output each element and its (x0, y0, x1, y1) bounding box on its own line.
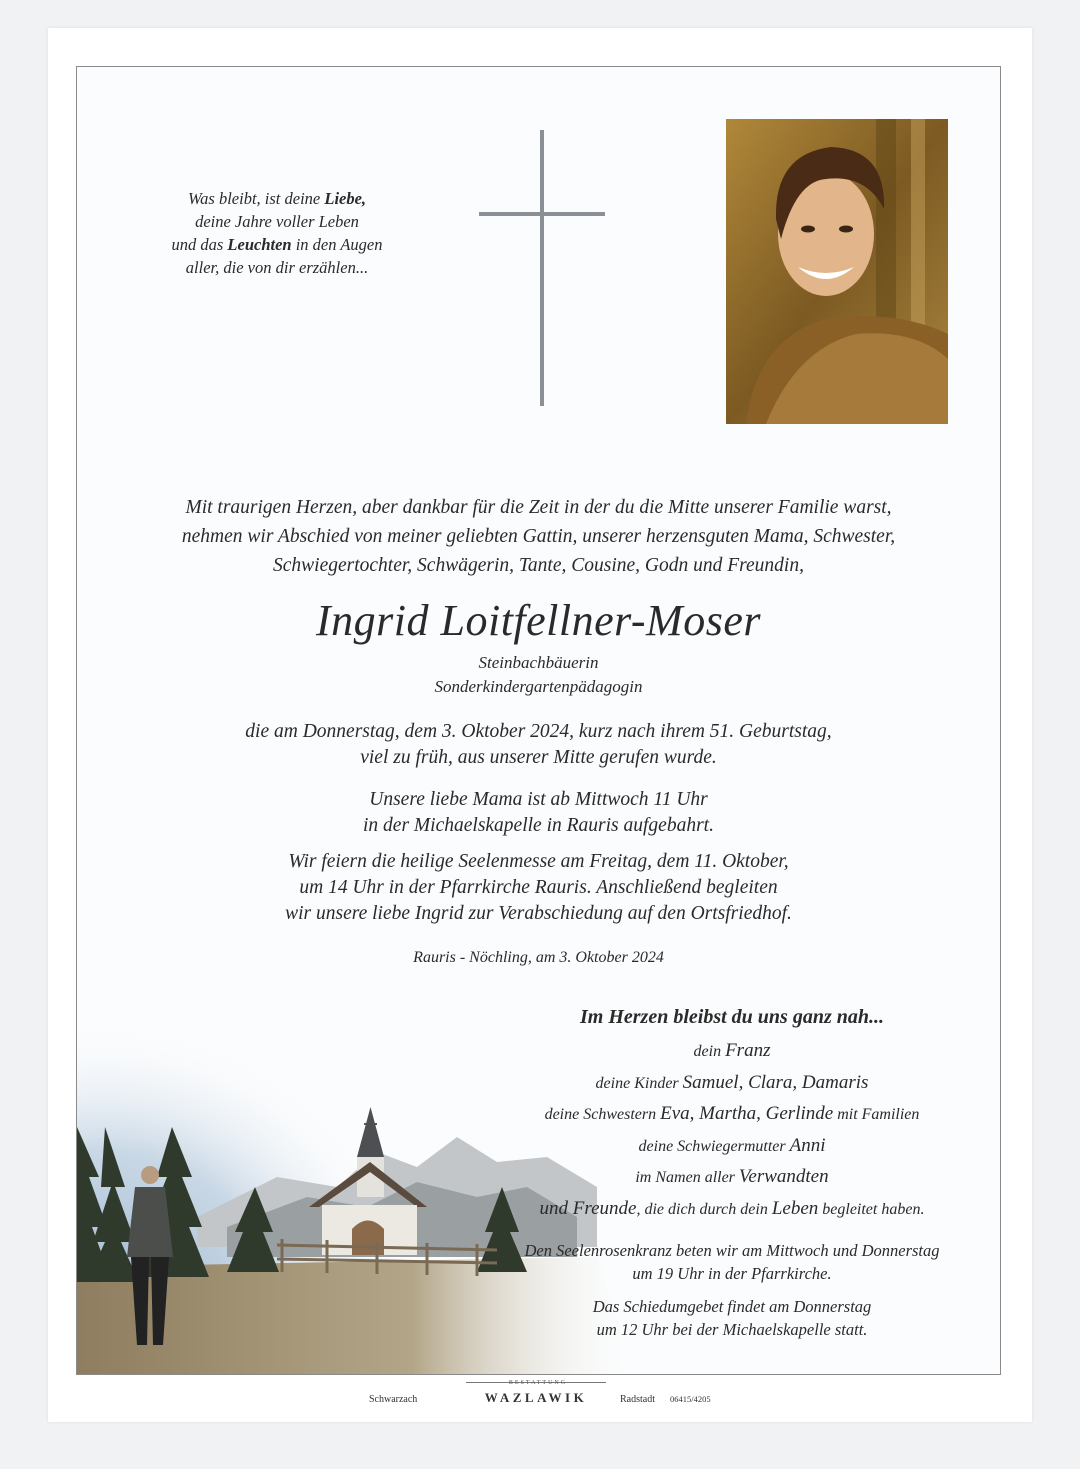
family-line: dein Franz (693, 1040, 771, 1061)
family-line: deine Schwestern Eva, Martha, Gerlinde mit Familien (544, 1103, 920, 1124)
footer-brand-logo: WAZLAWIK (484, 1390, 588, 1405)
obituary-frame (76, 66, 1001, 1375)
family-line: deine Schwiegermutter Anni (638, 1134, 826, 1156)
footer-location-right: Radstadt (620, 1394, 655, 1405)
cross-icon (479, 130, 605, 406)
funeral-home-footer (48, 1380, 1032, 1420)
footer-location-left: Schwarzach (369, 1394, 418, 1405)
family-line: im Namen aller Verwandten (635, 1166, 829, 1187)
portrait-photo (726, 119, 948, 424)
deceased-name: Ingrid Loitfellner-Moser (316, 596, 761, 645)
death-notice: die am Donnerstag, dem 3. Oktober 2024, kurz nach ihrem 51. Geburtstag, viel zu früh, aus unserer Mitte gerufen wurde. (245, 721, 832, 768)
place-date: Rauris - Nöchling, am 3. Oktober 2024 (413, 949, 664, 966)
prayer-note: Das Schiedumgebet findet am Donnerstag um 12 Uhr bei der Michaelskapelle statt. (592, 1297, 872, 1339)
footer-phone: 06415/4205 (670, 1394, 711, 1404)
mass-notice: Wir feiern die heilige Seelenmesse am Freitag, dem 11. Oktober, um 14 Uhr in der Pfarrkirche Rauris. Anschließend begleiten wir unsere liebe Ingrid zur Verabschiedung auf den Ortsfriedhof. (285, 851, 792, 924)
rosary-note: Den Seelenrosenkranz beten wir am Mittwoch und Donnerstag um 19 Uhr in der Pfarrkirche. (524, 1241, 940, 1283)
family-list (467, 1036, 997, 1225)
intro-text: Mit traurigen Herzen, aber dankbar für die Zeit in der du die Mitte unserer Familie warst, nehmen wir Abschied von meiner geliebten Gattin, unserer herzensguten Mama, Schwester, Schwiegertochter, Schwägerin, Tante, Cousine, Godn und Freundin, (181, 497, 896, 576)
family-line: deine Kinder Samuel, Clara, Damaris (595, 1071, 869, 1093)
closing-section (467, 1002, 997, 1341)
family-line: und Freunde, die dich durch dein Leben begleitet haben. (539, 1197, 925, 1219)
footer-brand-subtitle: BESTATTUNG (508, 1380, 568, 1386)
viewing-notice: Unsere liebe Mama ist ab Mittwoch 11 Uhr in der Michaelskapelle in Rauris aufgebahrt. (363, 789, 714, 836)
closing-heading: Im Herzen bleibst du uns ganz nah... (580, 1006, 884, 1028)
memorial-quote: Was bleibt, ist deine Liebe, deine Jahre voller Leben und das Leuchten in den Augen aller, die von dir erzählen... (171, 189, 383, 277)
deceased-titles: Steinbachbäuerin Sonderkindergartenpädagogin (434, 653, 643, 696)
